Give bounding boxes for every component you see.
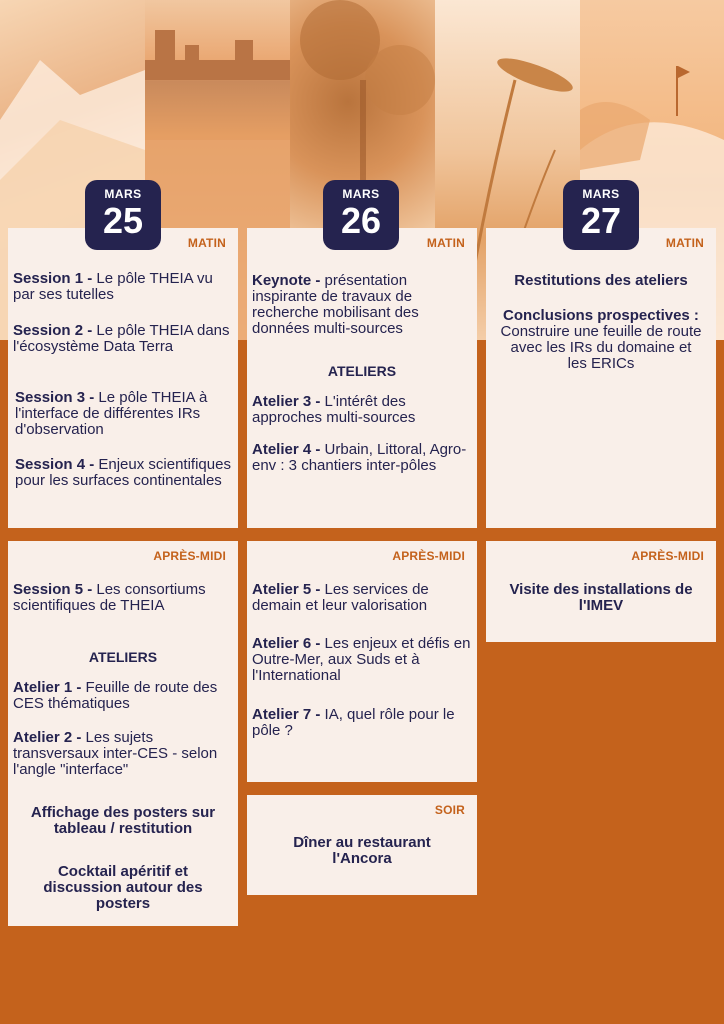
- date-month: MARS: [342, 187, 380, 201]
- atelier-4-text: Urbain, Littoral, Agro-env : 3 chantiers inter-pôles: [252, 441, 467, 474]
- session-5: [13, 582, 235, 614]
- posters-display: Affichage des posters sur tableau / restitution: [30, 804, 216, 837]
- session-2-title: Session 2 -: [13, 322, 97, 339]
- atelier-5-title: Atelier 5 -: [252, 581, 325, 598]
- atelier-3: [252, 394, 474, 426]
- atelier-1: [13, 680, 235, 712]
- restitutions: Restitutions des ateliers: [514, 272, 688, 289]
- atelier-7-title: Atelier 7 -: [252, 706, 325, 723]
- session-4: [15, 457, 235, 489]
- atelier-1-text: Feuille de route des CES thématiques: [13, 679, 218, 712]
- slot-label-morning: MATIN: [187, 236, 226, 250]
- atelier-2: [13, 730, 235, 778]
- ateliers-heading: ATELIERS: [327, 363, 397, 379]
- session-3-title: Session 3 -: [15, 389, 99, 406]
- atelier-5-text: Les services de demain et leur valorisation: [252, 581, 429, 614]
- session-4-title: Session 4 -: [15, 456, 99, 473]
- imev-visit: Visite des installations de l'IMEV: [509, 581, 693, 614]
- date-badge-26: [323, 180, 399, 250]
- atelier-6-title: Atelier 6 -: [252, 635, 325, 652]
- date-day: 25: [102, 200, 144, 241]
- atelier-3-text: L'intérêt des approches multi-sources: [252, 393, 416, 426]
- atelier-6-text: Les enjeux et défis en Outre-Mer, aux Suds et à l'International: [252, 635, 471, 684]
- session-4-text: Enjeux scientifiques pour les surfaces continentales: [15, 456, 231, 489]
- slot-label-morning: MATIN: [665, 236, 704, 250]
- cocktail: Cocktail apéritif et discussion autour des posters: [43, 863, 203, 912]
- day26-afternoon-card: [247, 541, 477, 782]
- session-5-title: Session 5 -: [13, 581, 97, 598]
- slot-label-evening: SOIR: [434, 803, 465, 817]
- keynote-title: Keynote -: [252, 272, 325, 289]
- session-3: [15, 390, 235, 438]
- session-2: [13, 323, 235, 355]
- slot-label-afternoon: APRÈS-MIDI: [631, 549, 704, 563]
- date-day: 27: [580, 200, 622, 241]
- slot-label-afternoon: APRÈS-MIDI: [392, 549, 465, 563]
- date-month: MARS: [104, 187, 142, 201]
- day27-afternoon-card: [486, 541, 716, 642]
- day26-morning-card: [247, 228, 477, 528]
- session-2-text: Le pôle THEIA dans l'écosystème Data Terra: [13, 322, 230, 355]
- atelier-2-title: Atelier 2 -: [13, 729, 86, 746]
- day25-morning-card: [8, 228, 238, 528]
- dinner: Dîner au restaurant l'Ancora: [293, 834, 431, 867]
- day26-evening-card: [247, 795, 477, 895]
- date-month: MARS: [582, 187, 620, 201]
- atelier-2-text: Les sujets transversaux inter-CES - selon l'angle "interface": [13, 729, 218, 778]
- session-1: [13, 271, 235, 303]
- session-1-title: Session 1 -: [13, 270, 97, 287]
- slot-label-afternoon: APRÈS-MIDI: [153, 549, 226, 563]
- atelier-7-text: IA, quel rôle pour le pôle ?: [252, 706, 455, 739]
- date-badge-25: [85, 180, 161, 250]
- atelier-1-title: Atelier 1 -: [13, 679, 86, 696]
- keynote-text: présentation inspirante de travaux de recherche mobilisant des données multi-sources: [252, 272, 419, 337]
- date-day: 26: [340, 200, 382, 241]
- ateliers-heading: ATELIERS: [88, 649, 158, 665]
- keynote: [252, 273, 474, 337]
- session-1-text: Le pôle THEIA vu par ses tutelles: [13, 270, 213, 303]
- day25-afternoon-card: [8, 541, 238, 926]
- conclusions-title: Conclusions prospectives :: [503, 307, 699, 324]
- atelier-5: [252, 582, 474, 614]
- atelier-4-title: Atelier 4 -: [252, 441, 325, 458]
- atelier-4: [252, 442, 474, 474]
- session-3-text: Le pôle THEIA à l'interface de différentes IRs d'observation: [15, 389, 208, 438]
- atelier-3-title: Atelier 3 -: [252, 393, 325, 410]
- slot-label-morning: MATIN: [426, 236, 465, 250]
- atelier-6: [252, 636, 474, 684]
- conclusions-text: Construire une feuille de route avec les IRs du domaine et les ERICs: [500, 323, 702, 372]
- session-5-text: Les consortiums scientifiques de THEIA: [13, 581, 206, 614]
- atelier-7: [252, 707, 474, 739]
- day27-morning-card: [486, 228, 716, 528]
- date-badge-27: [563, 180, 639, 250]
